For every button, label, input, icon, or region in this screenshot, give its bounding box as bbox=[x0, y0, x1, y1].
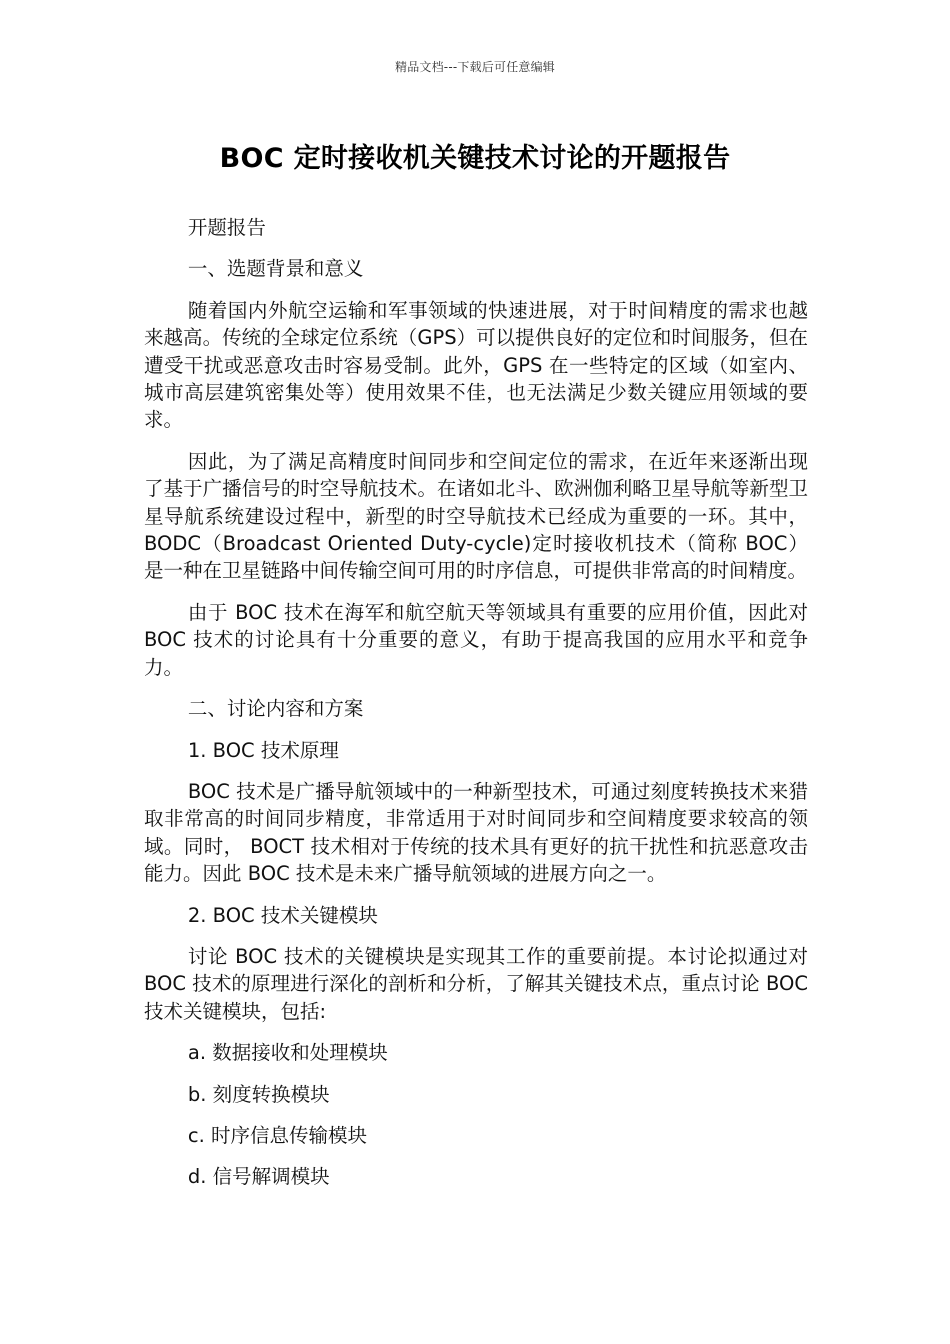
header-note: 精品文档---下载后可任意编辑 bbox=[395, 60, 555, 74]
document-title: BOC 定时接收机关键技术讨论的开题报告 bbox=[219, 143, 731, 174]
module-list-item: c. 时序信息传输模块 bbox=[187, 1123, 367, 1147]
subsection-1-heading: 1. BOC 技术原理 bbox=[187, 738, 339, 762]
section-1-paragraph-2: 因此，为了满足高精度时间同步和空间定位的需求，在近年来逐渐出现了基于广播信号的时空导航技术。在诸如北斗、欧洲伽利略卫星导航等新型卫星导航系统建设过程中，新型的时空导航技术已经成为重要的一环。其中，BODC（Broadcast Oriented Duty-cycle)定时接收机技术（简称 BOC）是一种在卫星链路中间传输空间可用的时序信息，可提供非常高的时间精度。 bbox=[144, 449, 808, 583]
module-list-item: d. 信号解调模块 bbox=[187, 1165, 330, 1189]
section-2-heading: 二、讨论内容和方案 bbox=[187, 697, 364, 721]
module-list-item: a. 数据接收和处理模块 bbox=[187, 1041, 388, 1065]
document-body bbox=[144, 214, 808, 1205]
subsection-2-paragraph: 讨论 BOC 技术的关键模块是实现其工作的重要前提。本讨论拟通过对 BOC 技术的原理进行深化的剖析和分析，了解其关键技术点，重点讨论 BOC 技术关键模块，包括: bbox=[144, 944, 808, 1023]
subsection-2-heading: 2. BOC 技术关键模块 bbox=[187, 903, 378, 927]
section-1-paragraph-3: 由于 BOC 技术在海军和航空航天等领域具有重要的应用价值，因此对 BOC 技术的讨论具有十分重要的意义，有助于提高我国的应用水平和竞争力。 bbox=[144, 600, 808, 679]
subsection-1-paragraph: BOC 技术是广播导航领域中的一种新型技术，可通过刻度转换技术来猎取非常高的时间同步精度，非常适用于对时间同步和空间精度要求较高的领域。同时， BOCT 技术相对于传统的技术具有更好的抗干扰性和抗恶意攻击能力。因此 BOC 技术是未来广播导航领域的进展方向之一。 bbox=[144, 779, 808, 886]
section-1-heading: 一、选题背景和意义 bbox=[187, 257, 364, 281]
module-list-item: b. 刻度转换模块 bbox=[187, 1082, 330, 1106]
section-1-paragraph-1: 随着国内外航空运输和军事领域的快速进展，对于时间精度的需求也越来越高。传统的全球定位系统（GPS）可以提供良好的定位和时间服务，但在遭受干扰或恶意攻击时容易受制。此外，GPS 在一些特定的区域（如室内、城市高层建筑密集处等）使用效果不佳，也无法满足少数关键应用领域的要求。 bbox=[144, 298, 808, 432]
report-label: 开题报告 bbox=[187, 216, 266, 239]
